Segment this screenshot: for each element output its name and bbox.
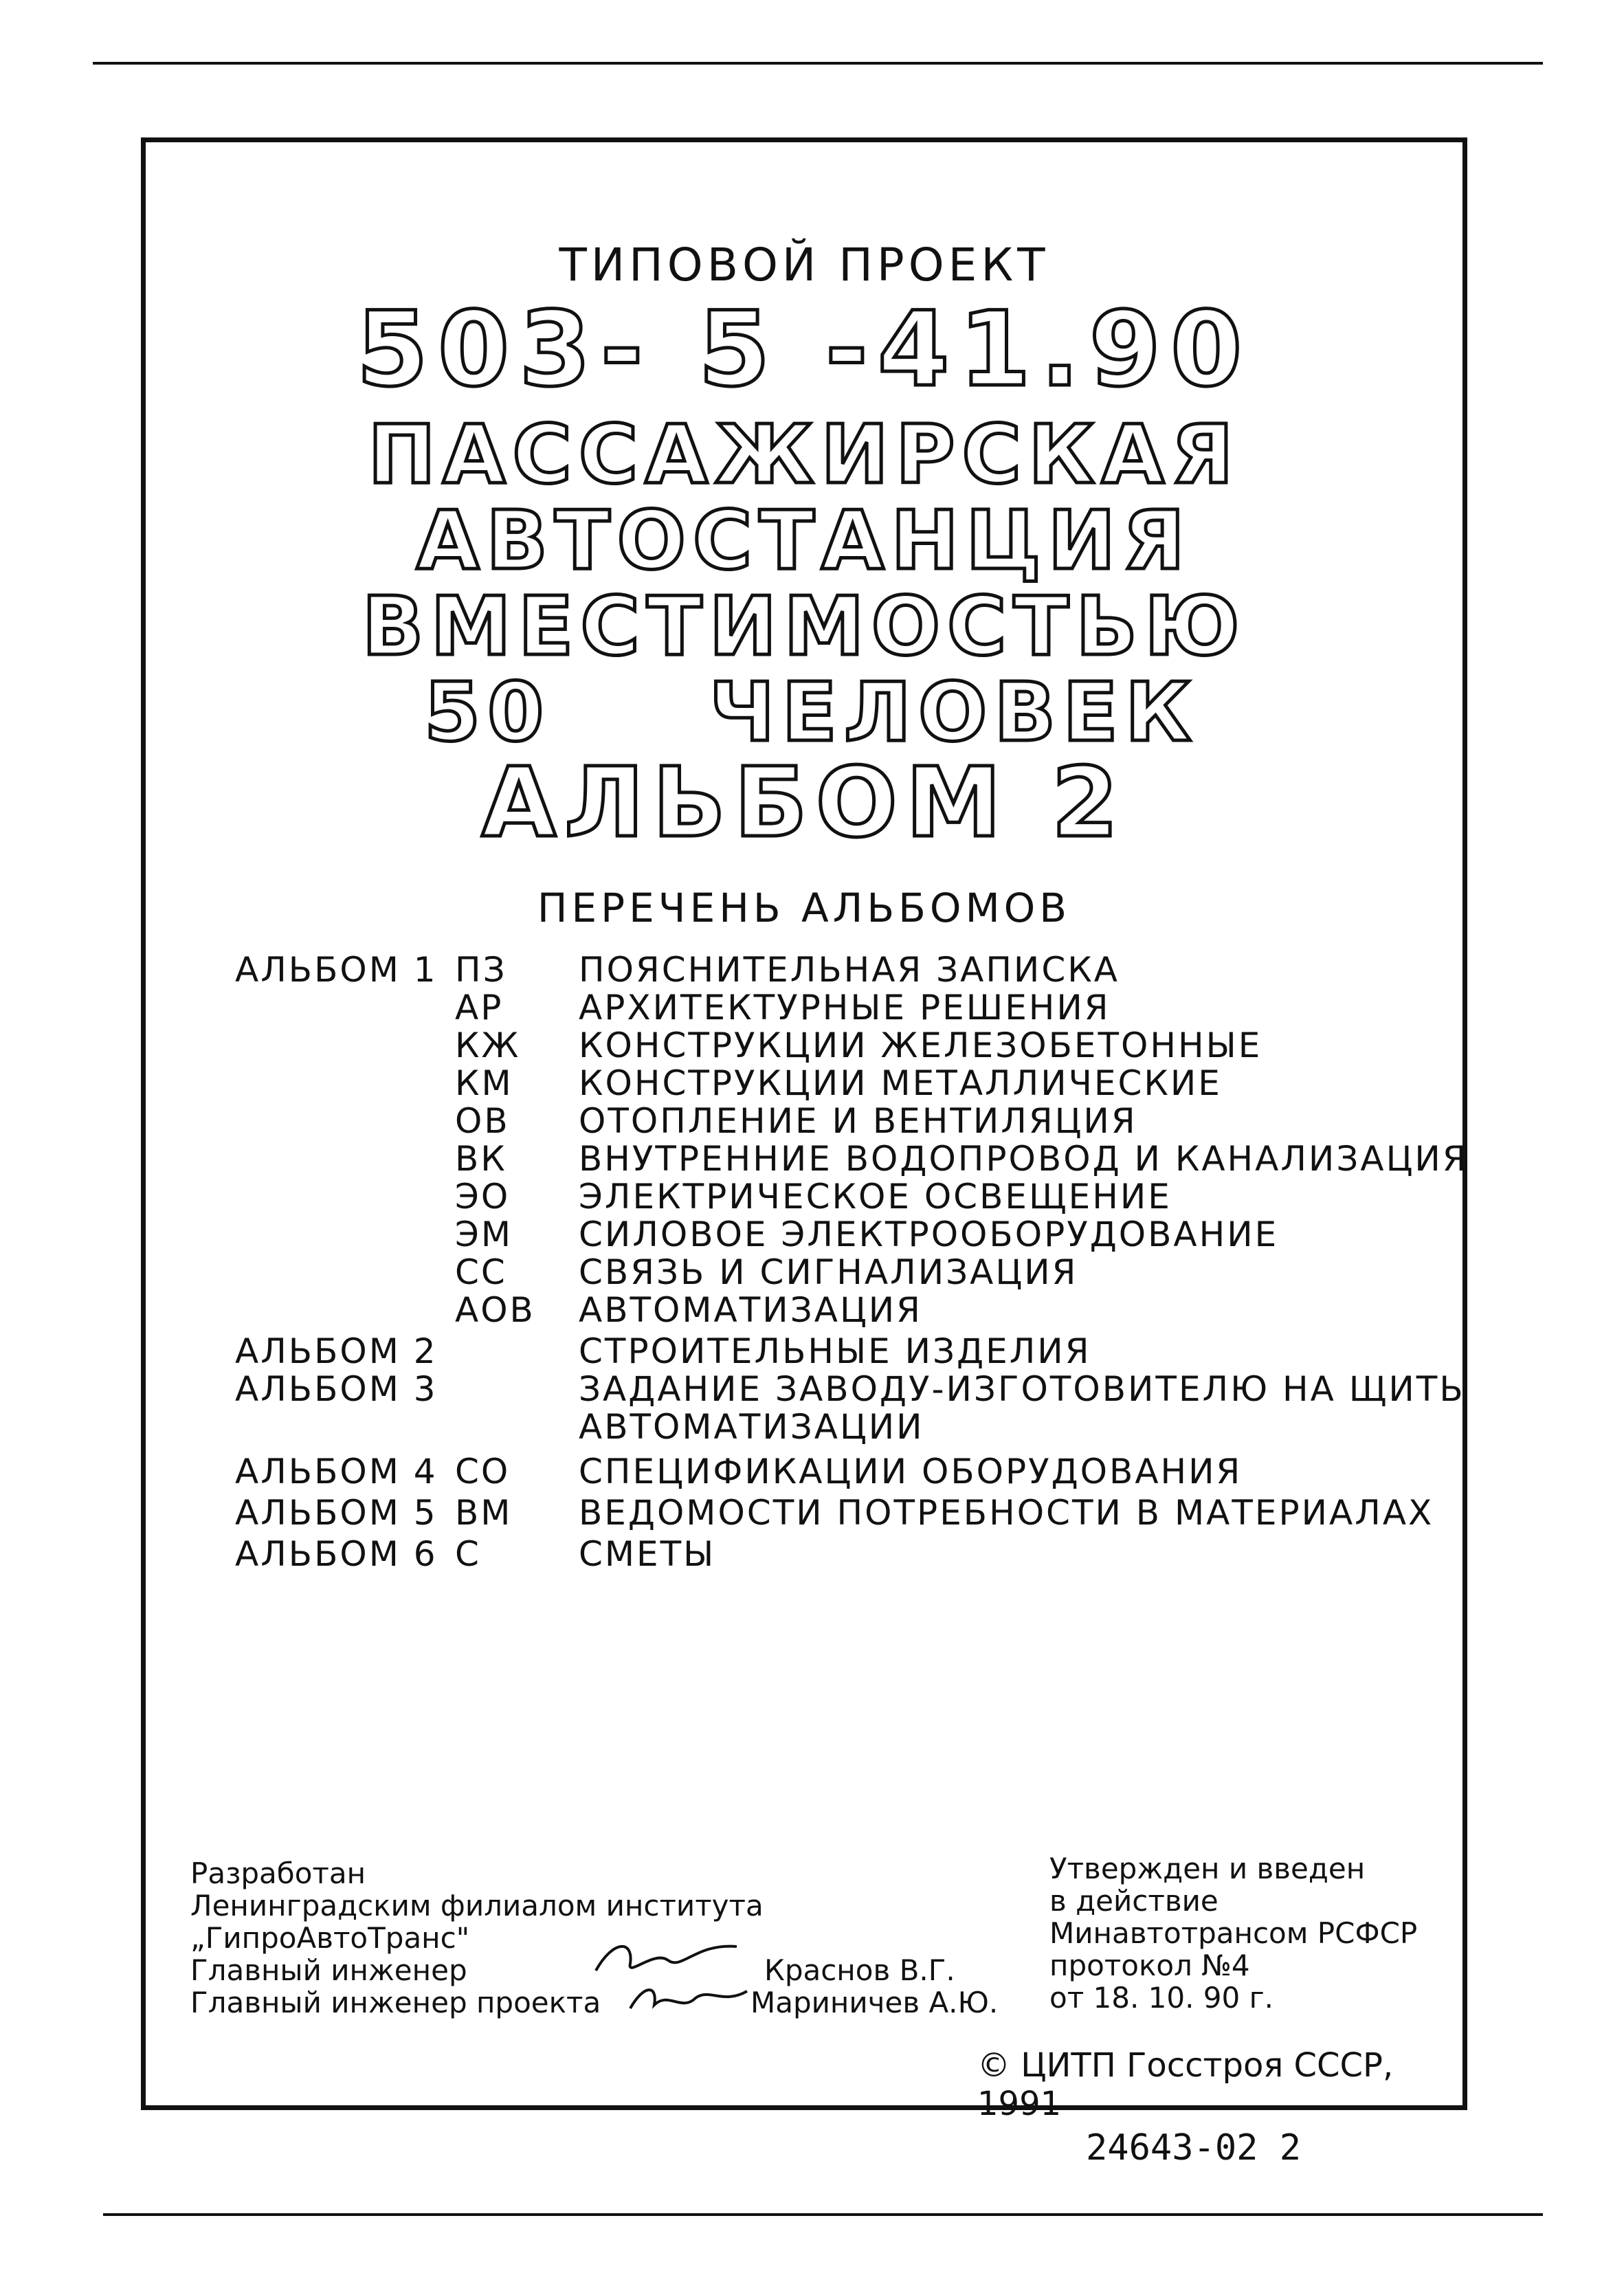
- album-row-code: АОВ: [455, 1290, 535, 1330]
- album-row-album: АЛЬБОМ 4: [235, 1452, 438, 1492]
- project-code: 503- 5 -41.90: [356, 290, 1252, 410]
- title-frame: [141, 137, 1472, 2123]
- chief-engineer-name: Краснов В.Г.: [764, 1953, 955, 1987]
- album-row-code: ВМ: [455, 1493, 513, 1533]
- bottom-rule: [103, 2213, 1543, 2216]
- album-row-name: АРХИТЕКТУРНЫЕ РЕШЕНИЯ: [579, 988, 1111, 1028]
- title-line-2: АВТОСТАНЦИЯ: [416, 493, 1192, 588]
- approval-date: от 18. 10. 90 г.: [1049, 1981, 1274, 2015]
- album-row-code: СС: [455, 1252, 507, 1292]
- developer-line-3: „ГипроАвтоТранс": [190, 1921, 470, 1955]
- album-row-name: ВНУТРЕННИЕ ВОДОПРОВОД И КАНАЛИЗАЦИЯ: [579, 1139, 1469, 1179]
- album-row-album: АЛЬБОМ 1: [235, 950, 438, 990]
- album-row-code: ЭМ: [455, 1215, 513, 1254]
- album-row-name: КОНСТРУКЦИИ МЕТАЛЛИЧЕСКИЕ: [579, 1063, 1222, 1103]
- album-row-name: СМЕТЫ: [579, 1534, 716, 1574]
- album-row-name: ВЕДОМОСТИ ПОТРЕБНОСТИ В МАТЕРИАЛАХ: [579, 1493, 1434, 1533]
- album-row-name: КОНСТРУКЦИИ ЖЕЛЕЗОБЕТОННЫЕ: [579, 1025, 1263, 1065]
- album-row-name: ПОЯСНИТЕЛЬНАЯ ЗАПИСКА: [579, 950, 1120, 990]
- album-row-code: СО: [455, 1452, 511, 1492]
- album-row-code: АР: [455, 988, 504, 1028]
- approval-block: [1049, 1852, 1417, 2014]
- approval-line-1: Утвержден и введен: [1049, 1852, 1366, 1885]
- developer-line-2: Ленинградским филиалом института: [190, 1889, 764, 1922]
- album-row-code: ВК: [455, 1139, 507, 1179]
- album-row-name: АВТОМАТИЗАЦИИ: [579, 1407, 924, 1447]
- album-row-name: СТРОИТЕЛЬНЫЕ ИЗДЕЛИЯ: [579, 1331, 1091, 1371]
- copyright: © ЦИТП Госстроя СССР, 1991: [977, 2046, 1394, 2123]
- album-row-name: ЭЛЕКТРИЧЕСКОЕ ОСВЕЩЕНИЕ: [579, 1177, 1172, 1217]
- approval-line-2: в действие: [1049, 1884, 1219, 1918]
- developer-line-1: Разработан: [190, 1856, 366, 1890]
- title-line-1: ПАССАЖИРСКАЯ: [368, 407, 1241, 502]
- album-row-code: ПЗ: [455, 950, 507, 990]
- project-type: ТИПОВОЙ ПРОЕКТ: [559, 239, 1049, 291]
- project-engineer-signature: [627, 1977, 750, 2019]
- album-row-album: АЛЬБОМ 6: [235, 1534, 438, 1574]
- album-list-title: ПЕРЕЧЕНЬ АЛЬБОМОВ: [537, 885, 1071, 931]
- title-line-3: ВМЕСТИМОСТЬЮ: [361, 579, 1247, 674]
- top-rule: [93, 62, 1543, 65]
- chief-engineer-label: Главный инженер: [190, 1953, 467, 1987]
- album-row-name: СПЕЦИФИКАЦИИ ОБОРУДОВАНИЯ: [579, 1452, 1243, 1492]
- album-row-code: С: [455, 1534, 481, 1574]
- document-stamp: 24643-02 2: [1086, 2127, 1302, 2169]
- project-engineer-name: Мариничев А.Ю.: [750, 1986, 999, 2019]
- album-row-name: АВТОМАТИЗАЦИЯ: [579, 1290, 922, 1330]
- album-row-album: АЛЬБОМ 5: [235, 1493, 438, 1533]
- album-row-name: СИЛОВОЕ ЭЛЕКТРООБОРУДОВАНИЕ: [579, 1215, 1279, 1254]
- album-row-name: СВЯЗЬ И СИГНАЛИЗАЦИЯ: [579, 1252, 1078, 1292]
- album-row-name: ОТОПЛЕНИЕ И ВЕНТИЛЯЦИЯ: [579, 1101, 1137, 1141]
- capacity-number: 50: [424, 665, 551, 759]
- album-row-album: АЛЬБОМ 2: [235, 1331, 438, 1371]
- album-row-code: КЖ: [455, 1025, 521, 1065]
- album-row-code: ЭО: [455, 1177, 511, 1217]
- album-row-name: ЗАДАНИЕ ЗАВОДУ-ИЗГОТОВИТЕЛЮ НА ЩИТЫ: [579, 1369, 1472, 1409]
- album-row-code: КМ: [455, 1063, 513, 1103]
- capacity-word: ЧЕЛОВЕК: [709, 665, 1199, 759]
- approval-protocol: протокол №4: [1049, 1949, 1250, 1982]
- album-row-code: ОВ: [455, 1101, 510, 1141]
- album-row-album: АЛЬБОМ 3: [235, 1369, 438, 1409]
- project-engineer-label: Главный инженер проекта: [190, 1986, 601, 2019]
- album-title: АЛЬБОМ 2: [481, 747, 1127, 859]
- approval-line-3: Минавтотрансом РСФСР: [1049, 1916, 1418, 1950]
